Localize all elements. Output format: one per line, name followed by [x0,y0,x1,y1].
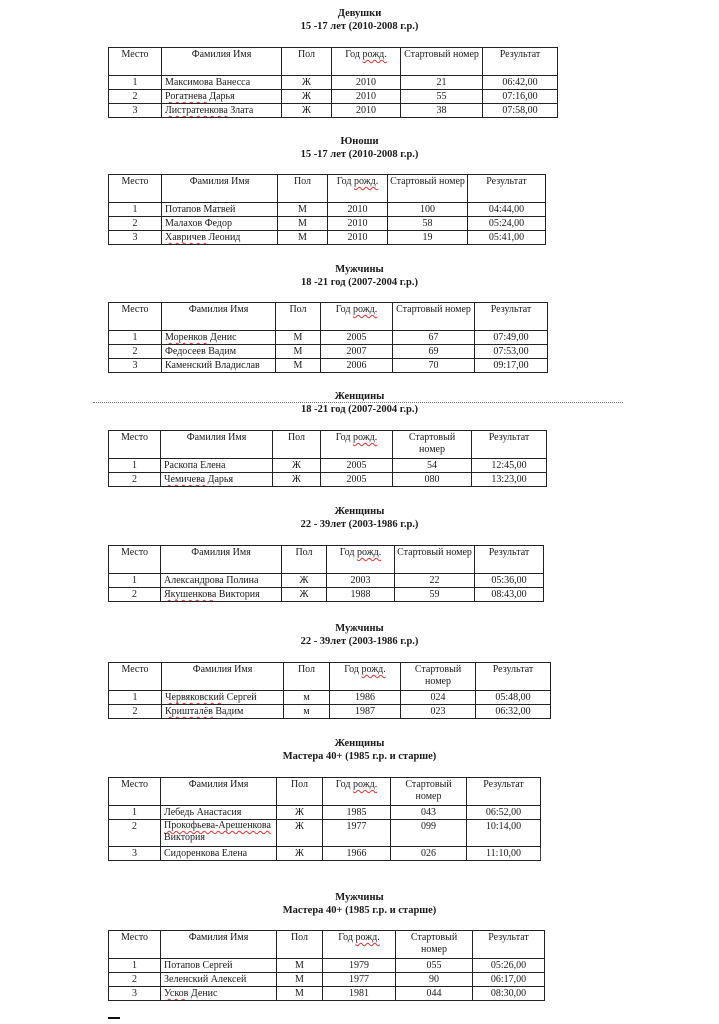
age-range: Мастера 40+ (1985 г.р. и старше) [282,751,437,762]
result-cell: 12:45,00 [472,459,547,473]
start-number-cell: 080 [393,473,472,487]
result-cell: 05:24,00 [468,217,546,231]
result-cell: 07:58,00 [483,104,558,118]
sex-cell: М [276,359,321,373]
birth-year-cell: 2010 [328,217,388,231]
sex-cell: М [278,217,328,231]
sex-cell: М [277,987,323,1001]
name-cell: Лебедь Анастасия [161,806,277,820]
result-cell: 07:16,00 [483,90,558,104]
section-5-title [0,505,719,531]
result-cell: 04:44,00 [468,203,546,217]
header-sex: Пол [278,175,328,203]
group-name: Девушки [337,8,382,19]
sex-cell: Ж [277,806,323,820]
name-cell: Якушенкова Виктория [161,588,282,602]
table-row [109,90,558,104]
result-cell: 09:17,00 [475,359,548,373]
place-cell: 2 [109,588,161,602]
birth-year-cell: 1986 [330,691,401,705]
section-2-title [0,135,719,161]
table-row [109,574,544,588]
birth-year-cell: 2006 [321,359,393,373]
sex-cell: м [284,691,330,705]
header-sex: Пол [284,663,330,691]
header-birth-year: Год рожд. [323,778,391,806]
sex-cell: Ж [282,574,327,588]
table-header-row [109,175,546,203]
table-row [109,691,551,705]
birth-year-cell: 1966 [323,847,391,861]
section-1-title [0,7,719,33]
birth-year-cell: 1981 [323,987,396,1001]
start-number-cell: 044 [396,987,473,1001]
header-result: Результат [475,303,548,331]
header-name: Фамилия Имя [162,48,282,76]
place-cell: 2 [109,705,162,719]
place-cell: 1 [109,959,161,973]
table-row [109,473,547,487]
results-table [108,302,548,373]
result-cell: 05:48,00 [476,691,551,705]
age-range: 15 -17 лет (2010-2008 г.р.) [300,21,419,32]
start-number-cell: 90 [396,973,473,987]
header-birth-year: Год рожд. [323,931,396,959]
result-cell: 11:10,00 [467,847,541,861]
header-start-number: Стартовый номер [396,931,473,959]
header-sex: Пол [277,778,323,806]
start-number-cell: 59 [395,588,475,602]
header-start-number: Стартовый номер [395,546,475,574]
birth-year-cell: 2007 [321,345,393,359]
header-birth-year: Год рожд. [327,546,395,574]
results-table [108,174,546,245]
table-header-row [109,303,548,331]
header-birth-year: Год рожд. [321,303,393,331]
text-cursor [540,848,541,860]
header-sex: Пол [282,546,327,574]
results-table [108,662,551,719]
start-number-cell: 22 [395,574,475,588]
birth-year-cell: 2005 [321,331,393,345]
result-cell: 08:43,00 [475,588,544,602]
result-cell: 06:42,00 [483,76,558,90]
section-6-title [0,622,719,648]
place-cell: 3 [109,359,162,373]
start-number-cell: 19 [388,231,468,245]
place-cell: 1 [109,459,161,473]
header-start-number: Стартовый номер [388,175,468,203]
header-birth-year: Год рожд. [330,663,401,691]
start-number-cell: 099 [391,820,467,847]
sex-cell: Ж [282,588,327,602]
header-sex: Пол [282,48,332,76]
table-header-row [109,778,541,806]
header-place: Место [109,931,161,959]
header-birth-year: Год рожд. [321,431,393,459]
place-cell: 2 [109,217,162,231]
place-cell: 2 [109,820,161,847]
group-name: Мужчины [335,623,384,634]
results-table [108,930,545,1001]
start-number-cell: 54 [393,459,472,473]
table-row [109,705,551,719]
place-cell: 1 [109,331,162,345]
name-cell: Сидоренкова Елена [161,847,277,861]
start-number-cell: 21 [401,76,483,90]
birth-year-cell: 2010 [328,231,388,245]
name-cell: Потапов Матвей [162,203,278,217]
header-name: Фамилия Имя [162,303,276,331]
birth-year-cell: 1977 [323,820,391,847]
table-row [109,331,548,345]
start-number-cell: 026 [391,847,467,861]
age-range: 18 -21 год (2007-2004 г.р.) [301,277,418,288]
sex-cell: М [278,231,328,245]
group-name: Женщины [334,506,385,517]
header-result: Результат [483,48,558,76]
result-cell: 10:14,00 [467,820,541,847]
place-cell: 2 [109,90,162,104]
result-cell: 06:32,00 [476,705,551,719]
results-table [108,47,558,118]
results-table [108,430,547,487]
table-row [109,203,546,217]
birth-year-cell: 2005 [321,459,393,473]
birth-year-cell: 2003 [327,574,395,588]
header-birth-year: Год рожд. [332,48,401,76]
result-cell: 06:52,00 [467,806,541,820]
header-start-number: Стартовый номер [393,303,475,331]
header-sex: Пол [273,431,321,459]
start-number-cell: 69 [393,345,475,359]
header-name: Фамилия Имя [162,663,284,691]
result-cell: 07:49,00 [475,331,548,345]
group-name: Мужчины [335,892,384,903]
start-number-cell: 38 [401,104,483,118]
header-start-number: Стартовый номер [391,778,467,806]
table-header-row [109,546,544,574]
header-result: Результат [467,778,541,806]
name-cell: Зеленский Алексей [161,973,277,987]
sex-cell: Ж [277,847,323,861]
header-result: Результат [475,546,544,574]
header-result: Результат [468,175,546,203]
name-cell: Федосеев Вадим [162,345,276,359]
sex-cell: М [277,973,323,987]
name-cell: Листратенкова Злата [162,104,282,118]
table-row [109,76,558,90]
birth-year-cell: 2005 [321,473,393,487]
name-cell: Усков Денис [161,987,277,1001]
section-8-title [0,891,719,917]
result-cell: 05:41,00 [468,231,546,245]
start-number-cell: 70 [393,359,475,373]
birth-year-cell: 1987 [330,705,401,719]
sex-cell: М [278,203,328,217]
table-row [109,345,548,359]
place-cell: 3 [109,231,162,245]
table-row [109,104,558,118]
age-range: 18 -21 год (2007-2004 г.р.) [301,404,418,415]
birth-year-cell: 1977 [323,973,396,987]
sex-cell: Ж [273,473,321,487]
header-place: Место [109,303,162,331]
age-range: 22 - 39лет (2003-1986 г.р.) [300,636,419,647]
result-cell: 08:30,00 [473,987,545,1001]
name-cell: Чемичева Дарья [161,473,273,487]
name-cell: Червяковский Сергей [162,691,284,705]
name-cell: Рогатнева Дарья [162,90,282,104]
group-name: Юноши [340,136,379,147]
table-header-row [109,48,558,76]
place-cell: 2 [109,345,162,359]
header-place: Место [109,431,161,459]
table-row [109,806,541,820]
sex-cell: Ж [277,820,323,847]
place-cell: 3 [109,104,162,118]
birth-year-cell: 2010 [332,90,401,104]
age-range: 15 -17 лет (2010-2008 г.р.) [300,149,419,160]
start-number-cell: 67 [393,331,475,345]
table-row [109,359,548,373]
header-start-number: Стартовый номер [401,663,476,691]
header-place: Место [109,778,161,806]
result-cell: 05:36,00 [475,574,544,588]
start-number-cell: 055 [396,959,473,973]
result-cell: 07:53,00 [475,345,548,359]
place-cell: 1 [109,806,161,820]
table-row [109,588,544,602]
name-cell: Прокофьева-Арешенкова Виктория [161,820,277,847]
result-cell: 13:23,00 [472,473,547,487]
sex-cell: м [284,705,330,719]
table-row [109,973,545,987]
header-start-number: Стартовый номер [393,431,472,459]
name-cell: Каменский Владислав [162,359,276,373]
table-row [109,847,541,861]
place-cell: 3 [109,847,161,861]
table-row [109,820,541,847]
place-cell: 3 [109,987,161,1001]
table-row [109,959,545,973]
place-cell: 1 [109,203,162,217]
group-name: Мужчины [335,264,384,275]
results-table [108,545,544,602]
start-number-cell: 58 [388,217,468,231]
birth-year-cell: 2010 [332,76,401,90]
start-number-cell: 043 [391,806,467,820]
header-place: Место [109,546,161,574]
name-cell: Максимова Ванесса [162,76,282,90]
place-cell: 1 [109,574,161,588]
section-4-title [0,390,719,416]
birth-year-cell: 1985 [323,806,391,820]
header-birth-year: Год рожд. [328,175,388,203]
header-place: Место [109,175,162,203]
header-place: Место [109,48,162,76]
name-cell: Хавричев Леонид [162,231,278,245]
sex-cell: Ж [273,459,321,473]
birth-year-cell: 2010 [328,203,388,217]
group-name: Женщины [334,391,385,402]
birth-year-cell: 2010 [332,104,401,118]
result-cell: 05:26,00 [473,959,545,973]
table-row [109,231,546,245]
sex-cell: Ж [282,104,332,118]
header-result: Результат [472,431,547,459]
header-name: Фамилия Имя [161,546,282,574]
start-number-cell: 55 [401,90,483,104]
header-result: Результат [476,663,551,691]
place-cell: 2 [109,473,161,487]
header-result: Результат [473,931,545,959]
result-cell: 06:17,00 [473,973,545,987]
table-row [109,217,546,231]
place-cell: 1 [109,691,162,705]
age-range: Мастера 40+ (1985 г.р. и старше) [282,905,437,916]
sex-cell: Ж [282,76,332,90]
header-place: Место [109,663,162,691]
birth-year-cell: 1979 [323,959,396,973]
start-number-cell: 100 [388,203,468,217]
header-name: Фамилия Имя [161,931,277,959]
start-number-cell: 024 [401,691,476,705]
header-sex: Пол [276,303,321,331]
header-name: Фамилия Имя [162,175,278,203]
sex-cell: Ж [282,90,332,104]
place-cell: 2 [109,973,161,987]
section-3-title [0,263,719,289]
name-cell: Раскопа Елена [161,459,273,473]
trailing-dash [108,1017,120,1019]
sex-cell: М [276,331,321,345]
name-cell: Моренков Денис [162,331,276,345]
section-7-title [0,737,719,763]
results-table [108,777,541,861]
name-cell: Малахов Федор [162,217,278,231]
header-name: Фамилия Имя [161,431,273,459]
table-row [109,459,547,473]
name-cell: Кришталёв Вадим [162,705,284,719]
group-name: Женщины [334,738,385,749]
name-cell: Александрова Полина [161,574,282,588]
table-header-row [109,431,547,459]
header-name: Фамилия Имя [161,778,277,806]
start-number-cell: 023 [401,705,476,719]
sex-cell: М [276,345,321,359]
table-header-row [109,663,551,691]
header-sex: Пол [277,931,323,959]
table-row [109,987,545,1001]
name-cell: Потапов Сергей [161,959,277,973]
place-cell: 1 [109,76,162,90]
age-range: 22 - 39лет (2003-1986 г.р.) [300,519,419,530]
header-start-number: Стартовый номер [401,48,483,76]
sex-cell: М [277,959,323,973]
table-header-row [109,931,545,959]
birth-year-cell: 1988 [327,588,395,602]
